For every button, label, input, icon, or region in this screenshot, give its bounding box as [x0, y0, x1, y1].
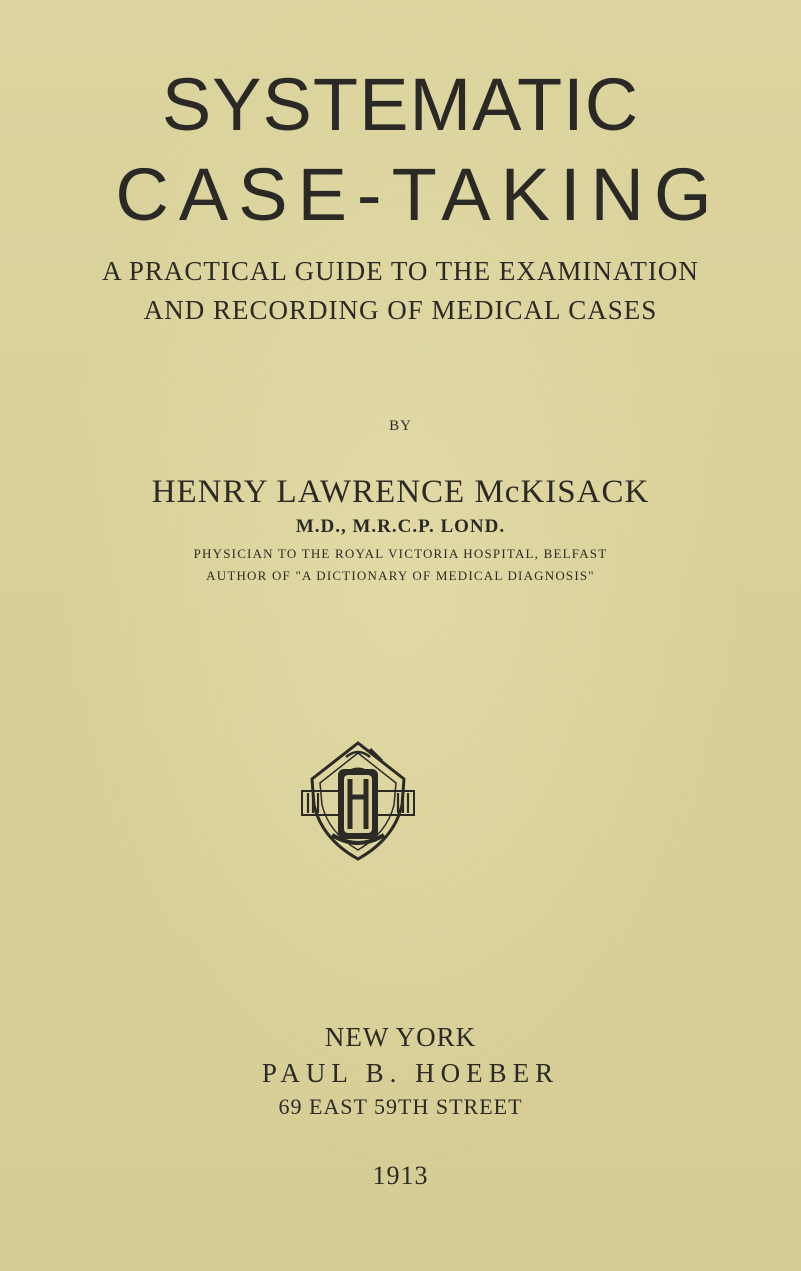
imprint-place: NEW YORK: [324, 1022, 477, 1052]
title-line-2: CASE-TAKING: [115, 153, 722, 236]
imprint-publisher: PAUL B. HOEBER: [261, 1058, 560, 1088]
author-degrees: M.D., M.R.C.P. LOND.: [295, 516, 506, 537]
imprint-address: 69 EAST 59TH STREET: [278, 1094, 523, 1119]
by-label: BY: [389, 418, 412, 434]
title-line-1: SYSTEMATIC: [161, 63, 640, 146]
subtitle-line-2: AND RECORDING OF MEDICAL CASES: [143, 295, 658, 325]
author-affiliation: PHYSICIAN TO THE ROYAL VICTORIA HOSPITAL, BELFAST: [193, 546, 608, 561]
subtitle-line-1: A PRACTICAL GUIDE TO THE EXAMINATION: [102, 256, 699, 286]
author-previous-work: AUTHOR OF "A DICTIONARY OF MEDICAL DIAGNOSIS": [206, 568, 595, 583]
publisher-monogram-icon: [298, 735, 418, 863]
author-name: HENRY LAWRENCE McKISACK: [151, 474, 650, 510]
imprint-year: 1913: [372, 1161, 429, 1190]
